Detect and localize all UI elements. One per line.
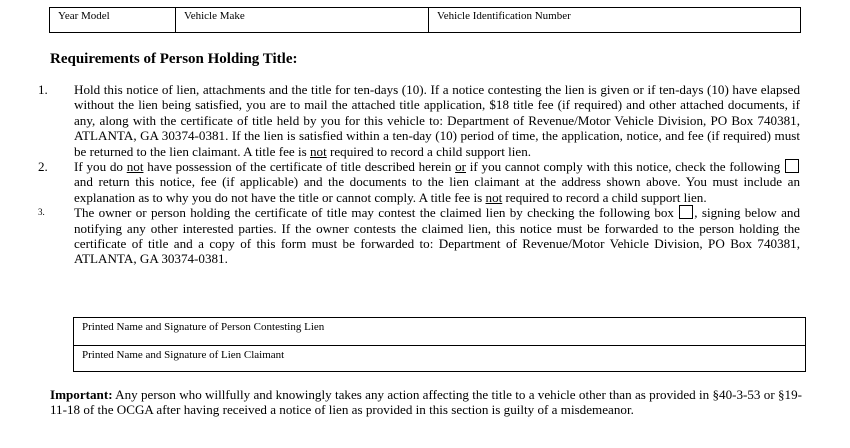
important-notice (50, 387, 802, 418)
item-number: 2. (38, 159, 48, 175)
year-model-label: Year Model (58, 10, 110, 22)
no-title-checkbox[interactable] (785, 159, 799, 173)
requirement-item-1: 1. Hold this notice of lien, attachments and the title for ten-days (10). If a notice contesting the lien is given or if ten-days (10) have elapsed without the lien being satisfied, you are to mail the attached title application, $18 title fee (if required) and other attached documents, if any, along with the certificate of title held by you for this vehicle to: Department of Revenue/Motor Vehicle Division, PO Box 740381, ATLANTA, GA 30374-0381. If the lien is satisfied within a ten-day (10) period of time, the application, notice, and fee (if required) must be returned to the lien claimant. A title fee is not required to record a child support lien. (38, 82, 800, 159)
requirements-title: Requirements of Person Holding Title: (50, 51, 298, 67)
vin-field[interactable] (428, 8, 800, 32)
vehicle-info-table (49, 7, 801, 33)
vin-label: Vehicle Identification Number (437, 10, 571, 22)
claimant-signature-label: Printed Name and Signature of Lien Claimant (82, 349, 285, 361)
signature-table (73, 317, 806, 372)
contesting-signature-field[interactable] (74, 318, 805, 345)
contest-lien-checkbox[interactable] (679, 205, 693, 219)
important-label: Important: (50, 387, 113, 402)
item-number: 3. (38, 207, 45, 218)
vehicle-make-field[interactable] (175, 8, 428, 32)
contesting-signature-label: Printed Name and Signature of Person Contesting Lien (82, 321, 325, 333)
claimant-signature-field[interactable] (74, 345, 805, 372)
important-text: Any person who willfully and knowingly takes any action affecting the title to a vehicle other than as provided in §40-3-53 or §19-11-18 of the OCGA after having received a notice of lien as provided in this section is guilty of a misdemeanor. (50, 387, 802, 418)
requirement-item-2: 2. If you do not have possession of the certificate of title described herein or if you cannot comply with this notice, check the following and return this notice, fee (if applicable) and the documents to the lien claimant at the address shown above. You must include an explanation as to why you do not have the title or cannot comply. A title fee is not required to record a child support lien. (38, 159, 800, 205)
requirements-list (38, 82, 800, 267)
requirement-item-3: 3. The owner or person holding the certificate of title may contest the claimed lien by checking the following box , signing below and notifying any other interested parties. If the owner contests the claimed lien, this notice must be forwarded to the person holding the certificate of title and a copy of this form must be forwarded to: Department of Revenue/Motor Vehicle Division, PO Box 740381, ATLANTA, GA 30374-0381. (38, 205, 800, 267)
vehicle-make-label: Vehicle Make (184, 10, 245, 22)
item-number: 1. (38, 82, 48, 97)
year-model-field[interactable] (50, 8, 175, 32)
